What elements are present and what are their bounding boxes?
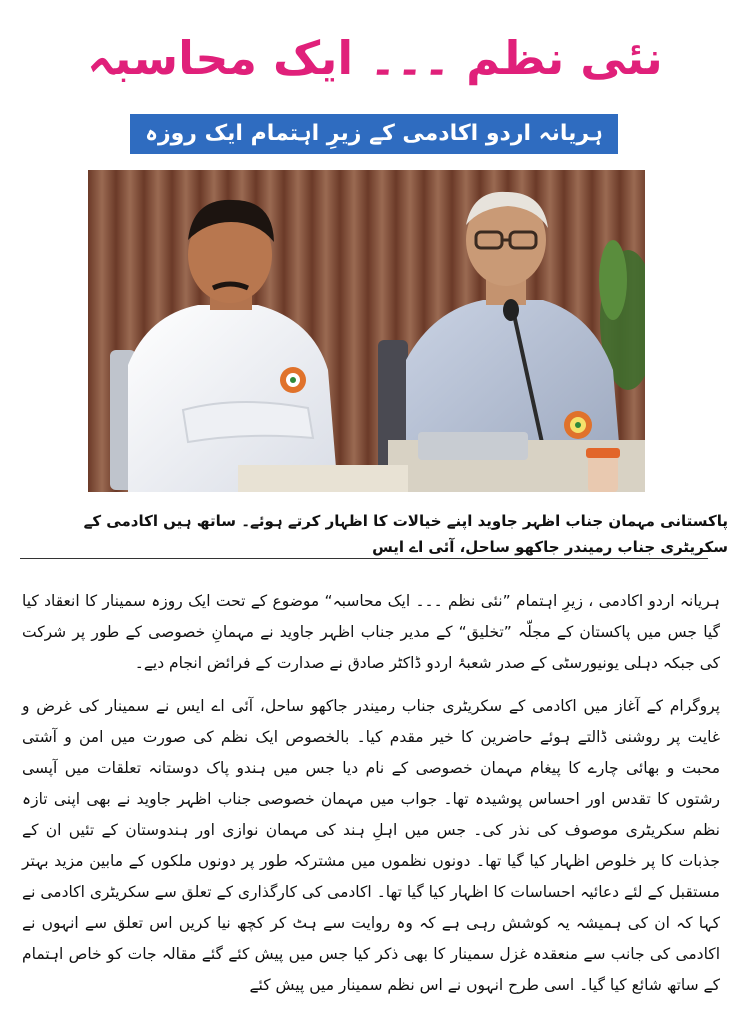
seminar-photo <box>88 170 645 492</box>
page-title: نئی نظم ۔۔۔ ایک محاسبہ <box>87 31 663 85</box>
subtitle-banner: ہریانہ اردو اکادمی کے زیرِ اہتمام ایک روزہ <box>130 114 618 154</box>
photo-illustration <box>88 170 645 492</box>
article-paragraph: ہریانہ اردو اکادمی ، زیرِ اہتمام ”نئی نظم ۔۔۔ ایک محاسبہ“ موضوع کے تحت ایک روزہ سمینار کا انعقاد کیا گیا جس میں پاکستان کے مجلّہ ”تخلیق“ کے مدیر جناب اظہر جاوید نے مہمانِ خصوصی کے طور پر شرکت کی جبکہ دہلی یونیورسٹی کے صدر شعبۂ اردو ڈاکٹر صادق نے صدارت کے فرائض انجام دیے۔ <box>22 592 720 672</box>
divider <box>20 558 708 559</box>
photo-caption: پاکستانی مہمان جناب اظہر جاوید اپنے خیالات کا اظہار کرتے ہوئے۔ ساتھ ہیں اکادمی کے سکریٹری جناب رمیندر جاکھو ساحل، آئی اے ایس <box>83 512 728 556</box>
article-paragraph: پروگرام کے آغاز میں اکادمی کے سکریٹری جناب رمیندر جاکھو ساحل، آئی اے ایس نے سمینار کی غرض و غایت پر روشنی ڈالتے ہوئے حاضرین کا خیر مقدم کیا۔ بالخصوص ایک نظم کی صورت میں امن و آشتی محبت و بھائی چارے کا پیغام مہمان خصوصی کے نام دیا جس میں ہندو پاک دوستانہ تعلقات میں آپسی رشتوں کا تقدس اور احساس پوشیدہ تھا۔ جواب میں مہمان خصوصی جناب اظہر جاوید نے بھی اپنی تازہ نظم سکریٹری موصوف کی نذر کی۔ جس میں اہلِ ہند کی مہمان نوازی اور ہندوستان کے تئیں ان کے جذبات کا پر خلوص اظہار کیا گیا تھا۔ دونوں نظموں میں مشترکہ طور پر دونوں ملکوں کے مابین مزید بہتر مستقبل کے لئے دعائیہ احساسات کا اظہار کیا گیا تھا۔ اکادمی کی کارگذاری کے تعلق سے سکریٹری اکادمی نے کہا کہ ان کی ہمیشہ یہ کوشش رہی ہے کہ وہ روایت سے ہٹ کر کچھ نیا کریں اس تعلق سے انہوں نے اکادمی کی جانب سے منعقدہ غزل سمینار کا بھی ذکر کیا جس میں پیش کئے گئے مقالہ جات کو خاص اہتمام کے ساتھ شائع کیا گیا۔ اسی طرح انہوں نے اس نظم سمینار میں پیش کئے <box>22 697 720 994</box>
article-body <box>22 586 720 1013</box>
